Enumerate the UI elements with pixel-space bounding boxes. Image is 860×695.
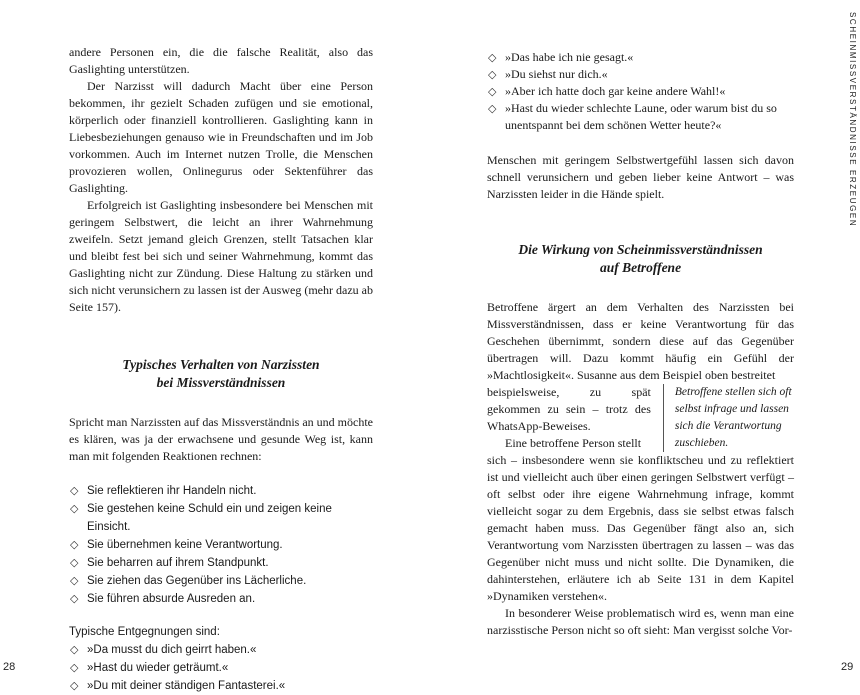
wrapped-text (487, 384, 651, 452)
section-heading-line: bei Missverständnissen (156, 375, 286, 390)
list-item: ◇ »Das habe ich nie gesagt.« (488, 50, 634, 64)
paragraph: In besonderer Weise problematisch wird es, wenn man eine narzisstische Person nicht so oft sieht: Man vergisst solche Vor- (487, 606, 794, 637)
diamond-bullet-icon: ◇ (70, 592, 79, 605)
list-item: ◇ Sie beharren auf ihrem Standpunkt. (70, 556, 269, 569)
paragraph: Der Narzisst will dadurch Macht über eine Person bekommen, ihr gezielt Schaden zufügen und sie emotional, körperlich oder finanziell kontrollieren. Gaslighting kann in Liebesbeziehungen genauso wie in Freundschaften und im Job vorkommen. Auch im Internet nutzen Trolle, die Menschen provozieren wollen, Onlinegurus oder Sektenführer das Gaslighting. (69, 79, 373, 195)
diamond-bullet-icon: ◇ (488, 85, 497, 98)
replies-list (69, 641, 373, 695)
section-heading (487, 241, 794, 277)
section-heading-line: Typisches Verhalten von Narzissten (122, 357, 320, 372)
reactions-list (69, 482, 373, 608)
list-item: ◇ Sie ziehen das Gegenüber ins Lächerliche. (70, 574, 307, 587)
diamond-bullet-icon: ◇ (488, 68, 497, 81)
list-item: ◇ »Du mit deiner ständigen Fantasterei.« (70, 679, 286, 692)
diamond-bullet-icon: ◇ (488, 51, 497, 64)
diamond-bullet-icon: ◇ (70, 643, 79, 656)
paragraph: sich – insbesondere wenn sie konfliktscheu und zu reflektiert ist und vielleicht auch über einen geringen Selbstwert verfügt – oft selbst oder ihre eigene Wahrnehmung infrage, kommt vielleicht sogar zu dem Ergebnis, dass sie selbst etwas falsch gemacht haben muss. Das Gegenüber fängt also an, sich Verantwortung vom Narzissten übertragen zu lassen – was das Gegenüber nicht muss und nicht sollte. Die Dynamiken, die dahinterstehen, erläutere ich ab Seite 131 in dem Kapitel »Dynamiken verstehen«. (487, 453, 794, 603)
paragraph: Spricht man Narzissten auf das Missverständnis an und möchte es klären, was ja der erwachsene und gesunde Weg ist, kann man mit folgenden Reaktionen rechnen: (69, 415, 373, 463)
diamond-bullet-icon: ◇ (70, 484, 79, 497)
paragraph: Erfolgreich ist Gaslighting insbesondere bei Menschen mit geringem Selbstwert, die leicht an ihrer Wahrnehmung zweifeln. Setzt jemand gleich Grenzen, stellt Tatsachen klar und bleibt fest bei sich und seiner Wahrnehmung, kommt das Gaslighting nicht zur Zündung. Diese Haltung zu stärken und sich nicht verunsichern zu lassen ist der Ausweg (mehr dazu ab Seite 157). (69, 198, 373, 314)
diamond-bullet-icon: ◇ (70, 538, 79, 551)
pull-quote-row (487, 384, 794, 452)
page-number-right: 29 (841, 661, 854, 673)
section-heading-line: Die Wirkung von Scheinmissverständnissen (518, 242, 763, 257)
section-heading-line: auf Betroffene (599, 260, 682, 275)
list-item: ◇ Sie reflektieren ihr Handeln nicht. (70, 484, 257, 497)
list-item: ◇ Sie übernehmen keine Verantwortung. (70, 538, 283, 551)
section-heading (69, 356, 373, 392)
paragraph: andere Personen ein, die die falsche Realität, also das Gaslighting unterstützen. (69, 45, 373, 76)
list-item: ◇ »Da musst du dich geirrt haben.« (70, 643, 257, 656)
list-item: ◇ »Aber ich hatte doch gar keine andere Wahl!« (488, 84, 726, 98)
pull-quote: Betroffene stellen sich oft selbst infrage und lassen sich die Verantwortung zuschieben. (663, 384, 794, 452)
list-item: ◇ »Du siehst nur dich.« (488, 67, 608, 81)
diamond-bullet-icon: ◇ (70, 574, 79, 587)
diamond-bullet-icon: ◇ (70, 679, 79, 692)
list-item: ◇ Sie führen absurde Ausreden an. (70, 592, 256, 605)
diamond-bullet-icon: ◇ (70, 661, 79, 674)
page-number-left: 28 (3, 661, 16, 673)
replies-list-continued (487, 49, 794, 134)
paragraph: Betroffene ärgert an dem Verhalten des Narzissten bei Missverständnissen, dass er keine Verantwortung für das Geschehen übernimmt, sondern diese auf das Gegenüber übertragen will. Dazu kommt häufig ein Gefühl der »Machtlosigkeit«. Susanne aus dem Beispiel oben bestreitet (487, 300, 794, 382)
diamond-bullet-icon: ◇ (70, 502, 79, 515)
chapter-title-sidebar: SCHEINMISSVERSTÄNDNISSE ERZEUGEN (848, 12, 857, 228)
diamond-bullet-icon: ◇ (70, 556, 79, 569)
list-item: ◇ Sie gestehen keine Schuld ein und zeigen keine Einsicht. (70, 502, 332, 533)
list-item: ◇ »Hast du wieder schlechte Laune, oder warum bist du so unentspannt bei dem schönen Wetter heute?« (488, 101, 777, 132)
paragraph: Menschen mit geringem Selbstwertgefühl lassen sich davon schnell verunsichern und geben lieber keine Antwort – was Narzissten leider in die Hände spielt. (487, 153, 794, 201)
paragraph: Eine betroffene Person stellt (505, 436, 642, 450)
right-page (487, 49, 794, 639)
paragraph: beispielsweise, zu spät gekommen zu sein – trotz des WhatsApp-Beweises. (487, 385, 651, 433)
list-item: ◇ »Hast du wieder geträumt.« (70, 661, 229, 674)
left-page (69, 44, 373, 695)
diamond-bullet-icon: ◇ (488, 102, 497, 115)
list-intro: Typische Entgegnungen sind: (69, 626, 220, 638)
